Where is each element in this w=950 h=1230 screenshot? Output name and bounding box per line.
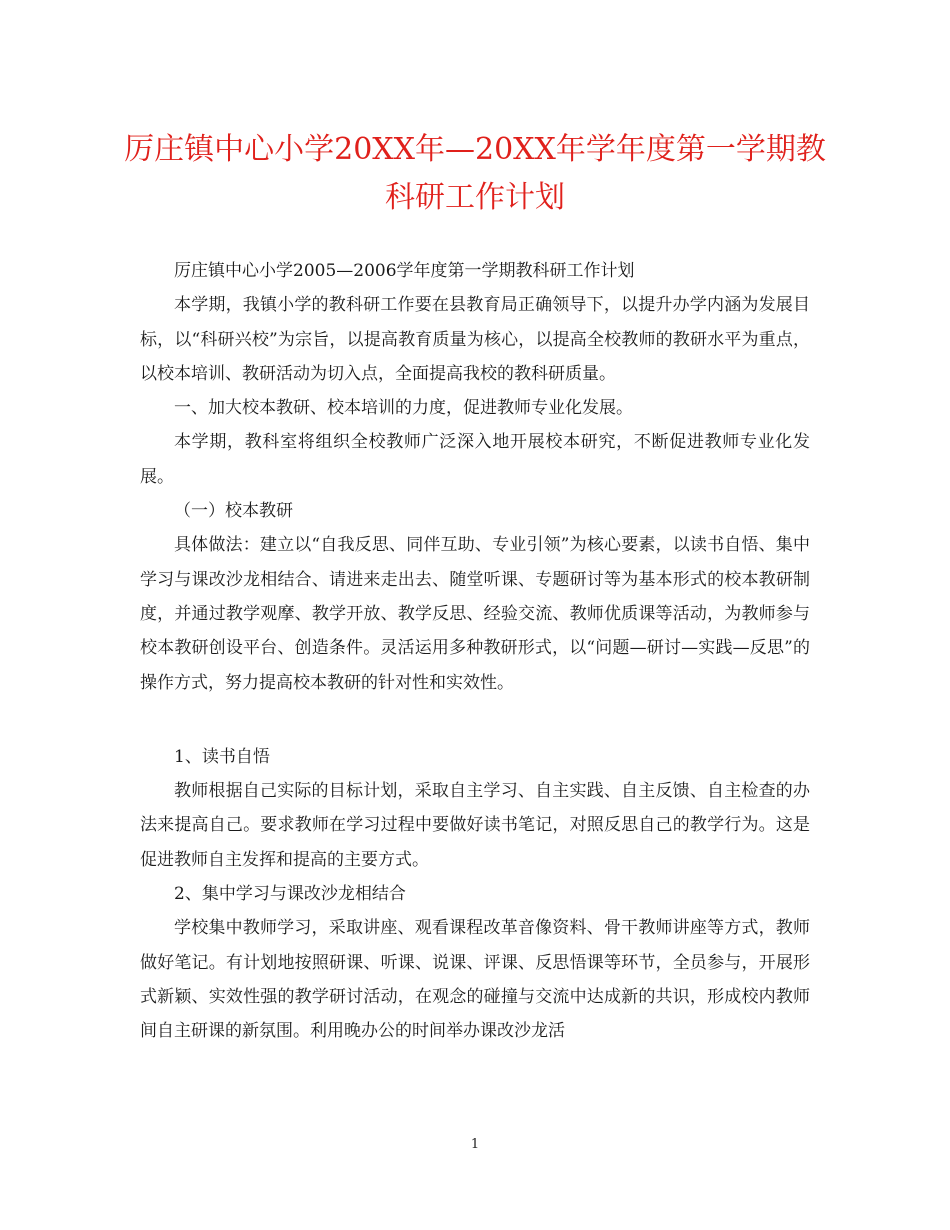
document-body bbox=[140, 254, 810, 1049]
item-heading-2: 2、集中学习与课改沙龙相结合 bbox=[174, 884, 406, 905]
section-heading-1: 一、加大校本教研、校本培训的力度，促进教师专业化发展。 bbox=[174, 398, 633, 419]
paragraph-intro: 本学期，我镇小学的教科研工作要在县教育局正确领导下，以提升办学内涵为发展目标，以“科研兴校”为宗旨，以提高教育质量为核心，以提高全校教师的教研水平为重点，以校本培训、教研活动为切入点，全面提高我校的教科研质量。 bbox=[140, 295, 810, 384]
paragraph-subtitle: 厉庄镇中心小学2005—2006学年度第一学期教科研工作计划 bbox=[174, 261, 635, 281]
paragraph-method: 具体做法：建立以“自我反思、同伴互助、专业引领”为核心要素，以读书自悟、集中学习与课改沙龙相结合、请进来走出去、随堂听课、专题研讨等为基本形式的校本教研制度，并通过教学观摩、教学开放、教学反思、经验交流、教师优质课等活动，为教师参与校本教研创设平台、创造条件。灵活运用多种教研形式，以“问题—研讨—实践—反思”的操作方式，努力提高校本教研的针对性和实效性。 bbox=[140, 535, 810, 693]
page-number: 1 bbox=[470, 1137, 480, 1152]
paragraph-item-1: 教师根据自己实际的目标计划，采取自主学习、自主实践、自主反馈、自主检查的办法来提高自己。要求教师在学习过程中要做好读书笔记，对照反思自己的教学行为。这是促进教师自主发挥和提高的主要方式。 bbox=[140, 781, 810, 870]
subsection-heading-1: （一）校本教研 bbox=[174, 501, 293, 522]
item-heading-1: 1、读书自悟 bbox=[174, 746, 270, 767]
document-title: 厉庄镇中心小学20XX年—20XX年学年度第一学期教科研工作计划 bbox=[124, 132, 826, 215]
paragraph-gap bbox=[140, 700, 810, 740]
paragraph-item-2: 学校集中教师学习，采取讲座、观看课程改革音像资料、骨干教师讲座等方式，教师做好笔记。有计划地按照研课、听课、说课、评课、反思悟课等环节，全员参与，开展形式新颖、实效性强的教学研讨活动，在观念的碰撞与交流中达成新的共识，形成校内教师间自主研课的新氛围。利用晚办公的时间举办课改沙龙活 bbox=[140, 918, 810, 1042]
paragraph-section-1: 本学期，教科室将组织全校教师广泛深入地开展校本研究，不断促进教师专业化发展。 bbox=[140, 432, 810, 487]
